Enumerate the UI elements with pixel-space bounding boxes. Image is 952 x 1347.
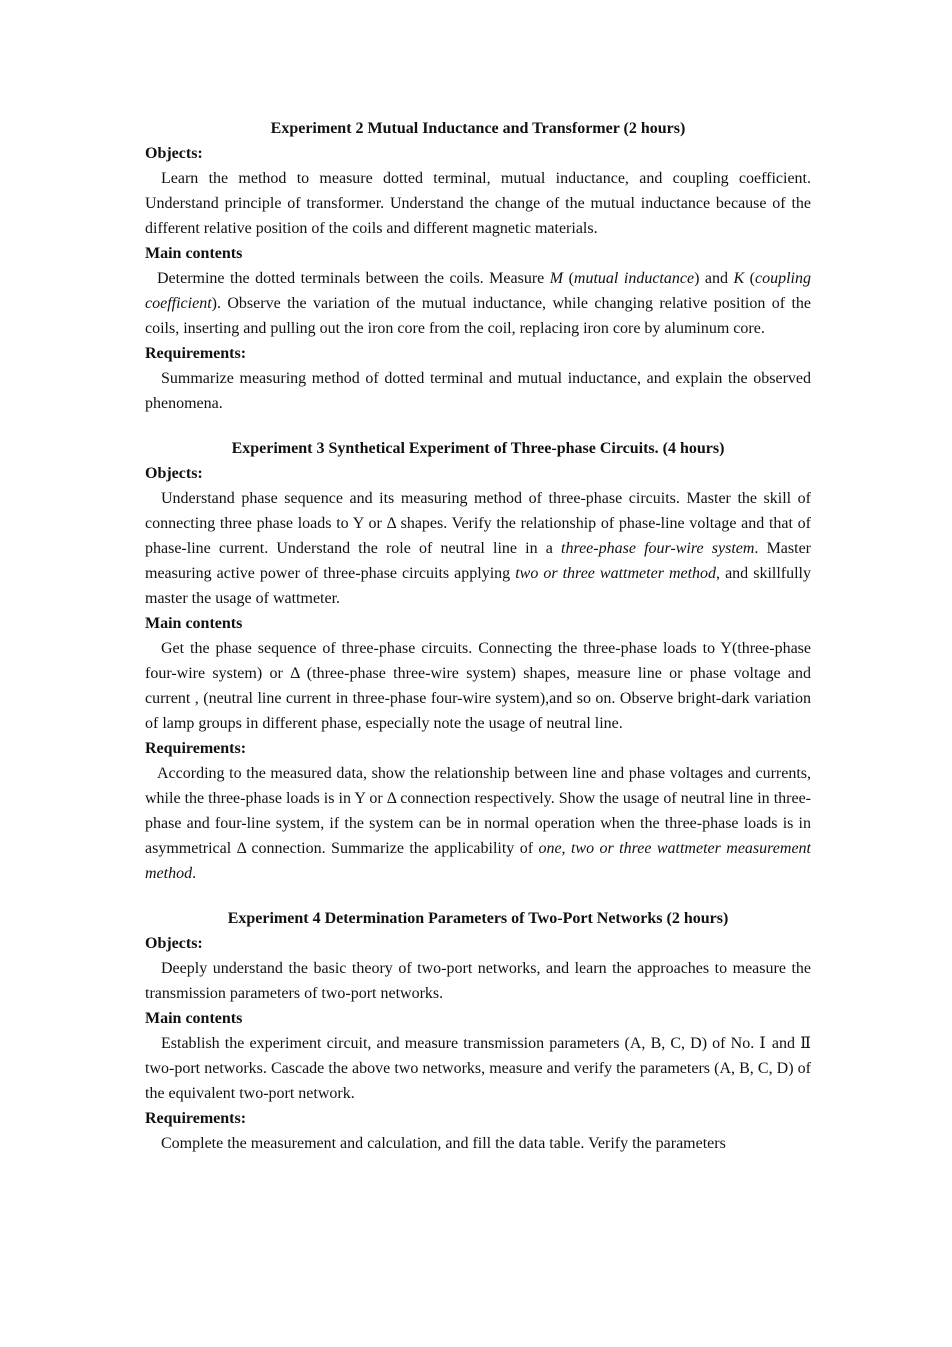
experiment-3-objects-text: Understand phase sequence and its measuring method of three-phase circuits. Master the skill of connecting three phase loads to Y or Δ shapes. Verify the relationship of phase-line voltage and that of phase-line current. Understand the role of neutral line in a three-phase four-wire system. Master measuring active power of three-phase circuits applying two or three wattmeter method, and skillfully master the usage of wattmeter. bbox=[145, 490, 811, 607]
experiment-3-requirements-heading: Requirements: bbox=[145, 740, 247, 757]
experiment-3-contents-heading: Main contents bbox=[145, 615, 243, 632]
experiment-4-section bbox=[145, 906, 811, 1156]
experiment-3-objects-heading: Objects: bbox=[145, 465, 203, 482]
experiment-3-title: Experiment 3 Synthetical Experiment of Three-phase Circuits. (4 hours) bbox=[231, 440, 725, 457]
experiment-4-objects-heading: Objects: bbox=[145, 935, 203, 952]
experiment-2-title: Experiment 2 Mutual Inductance and Transformer (2 hours) bbox=[270, 120, 686, 137]
experiment-2-requirements-heading: Requirements: bbox=[145, 345, 247, 362]
document-body bbox=[145, 116, 811, 1176]
experiment-2-contents-text: Determine the dotted terminals between the coils. Measure M (mutual inductance) and K (coupling coefficient). Observe the variation of the mutual inductance, while changing relative position of the coils, inserting and pulling out the iron core from the coil, replacing iron core by aluminum core. bbox=[145, 270, 811, 337]
experiment-4-requirements-heading: Requirements: bbox=[145, 1110, 247, 1127]
experiment-4-requirements-text: Complete the measurement and calculation, and fill the data table. Verify the parameters bbox=[161, 1135, 726, 1152]
experiment-4-title: Experiment 4 Determination Parameters of Two-Port Networks (2 hours) bbox=[227, 910, 729, 927]
experiment-4-contents-text: Establish the experiment circuit, and measure transmission parameters (A, B, C, D) of No. Ⅰ and Ⅱ two-port networks. Cascade the above two networks, measure and verify the parameters (A, B, C, D) of the equivalent two-port network. bbox=[145, 1035, 811, 1102]
experiment-2-requirements-text: Summarize measuring method of dotted terminal and mutual inductance, and explain the observed phenomena. bbox=[145, 370, 811, 412]
experiment-3-requirements-text: According to the measured data, show the relationship between line and phase voltages and currents, while the three-phase loads is in Y or Δ connection respectively. Show the usage of neutral line in three-phase and four-line system, if the system can be in normal operation when the three-phase loads is in asymmetrical Δ connection. Summarize the applicability of one, two or three wattmeter measurement method. bbox=[145, 765, 811, 882]
experiment-4-objects-text: Deeply understand the basic theory of two-port networks, and learn the approaches to measure the transmission parameters of two-port networks. bbox=[145, 960, 811, 1002]
experiment-3-contents-text: Get the phase sequence of three-phase circuits. Connecting the three-phase loads to Y(three-phase four-wire system) or Δ (three-phase three-wire system) shapes, measure line or phase voltage and current , (neutral line current in three-phase four-wire system),and so on. Observe bright-dark variation of lamp groups in different phase, especially note the usage of neutral line. bbox=[145, 640, 811, 732]
experiment-2-objects-heading: Objects: bbox=[145, 145, 203, 162]
experiment-2-objects-text: Learn the method to measure dotted terminal, mutual inductance, and coupling coefficient. Understand principle of transformer. Understand the change of the mutual inductance because of the different relative position of the coils and different magnetic materials. bbox=[145, 170, 811, 237]
experiment-2-section bbox=[145, 116, 811, 416]
experiment-3-section bbox=[145, 436, 811, 886]
experiment-2-contents-heading: Main contents bbox=[145, 245, 243, 262]
experiment-4-contents-heading: Main contents bbox=[145, 1010, 243, 1027]
